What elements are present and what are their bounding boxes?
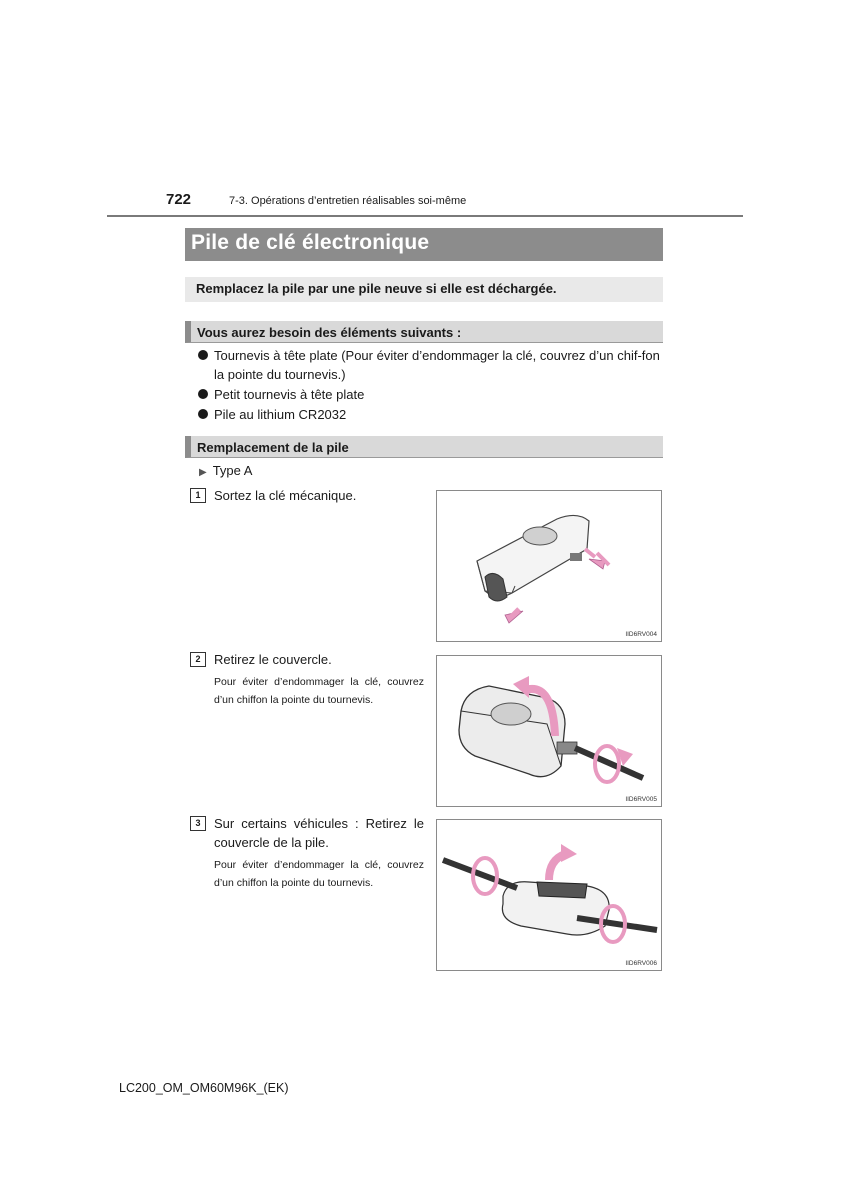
header-divider — [107, 215, 743, 217]
step-number: 3 — [190, 816, 206, 831]
step-number: 2 — [190, 652, 206, 667]
step-note: Pour éviter d’endommager la clé, couvrez d’un chiffon la pointe du tournevis. — [214, 859, 424, 889]
type-label: ▶ Type A — [199, 463, 253, 478]
key-illustration — [437, 491, 663, 643]
list-item: Pile au lithium CR2032 — [197, 405, 663, 424]
bullet-icon — [198, 350, 208, 360]
figure-remove-cover — [436, 655, 662, 807]
key-cover-illustration — [437, 656, 663, 808]
page-title: Pile de clé électronique — [191, 231, 430, 254]
figure-code: IID6RV004 — [625, 631, 657, 638]
needs-heading-bar — [185, 321, 663, 343]
step-text: Sortez la clé mécanique. — [214, 488, 357, 503]
step-note: Pour éviter d’endommager la clé, couvrez d’un chiffon la pointe du tournevis. — [214, 676, 424, 706]
step-text: Retirez le couvercle. — [214, 652, 332, 667]
bullet-icon — [198, 409, 208, 419]
needs-list — [197, 346, 663, 425]
figure-remove-battery-cover — [436, 819, 662, 971]
step-text: Sur certains véhicules : Retirez le couvercle de la pile. — [214, 816, 424, 850]
battery-cover-illustration — [437, 820, 663, 972]
figure-code: IID6RV005 — [625, 796, 657, 803]
page-number: 722 — [166, 191, 192, 208]
page-title-bar — [185, 228, 663, 261]
bullet-icon — [198, 389, 208, 399]
intro-text: Remplacez la pile par une pile neuve si elle est déchargée. — [196, 281, 557, 296]
document-code: LC200_OM_OM60M96K_(EK) — [119, 1081, 289, 1095]
replacement-heading: Remplacement de la pile — [197, 440, 349, 455]
figure-code: IID6RV006 — [625, 960, 657, 967]
step-number: 1 — [190, 488, 206, 503]
replacement-heading-bar — [185, 436, 663, 458]
section-breadcrumb: 7-3. Opérations d’entretien réalisables soi-même — [229, 195, 467, 207]
list-item: Tournevis à tête plate (Pour éviter d’endommager la clé, couvrez d’un chif-fon la pointe du tournevis.) — [197, 346, 663, 384]
figure-remove-mechanical-key — [436, 490, 662, 642]
triangle-right-icon: ▶ — [199, 467, 207, 478]
intro-box — [185, 277, 663, 302]
needs-heading: Vous aurez besoin des éléments suivants : — [197, 325, 462, 340]
list-item: Petit tournevis à tête plate — [197, 385, 663, 404]
